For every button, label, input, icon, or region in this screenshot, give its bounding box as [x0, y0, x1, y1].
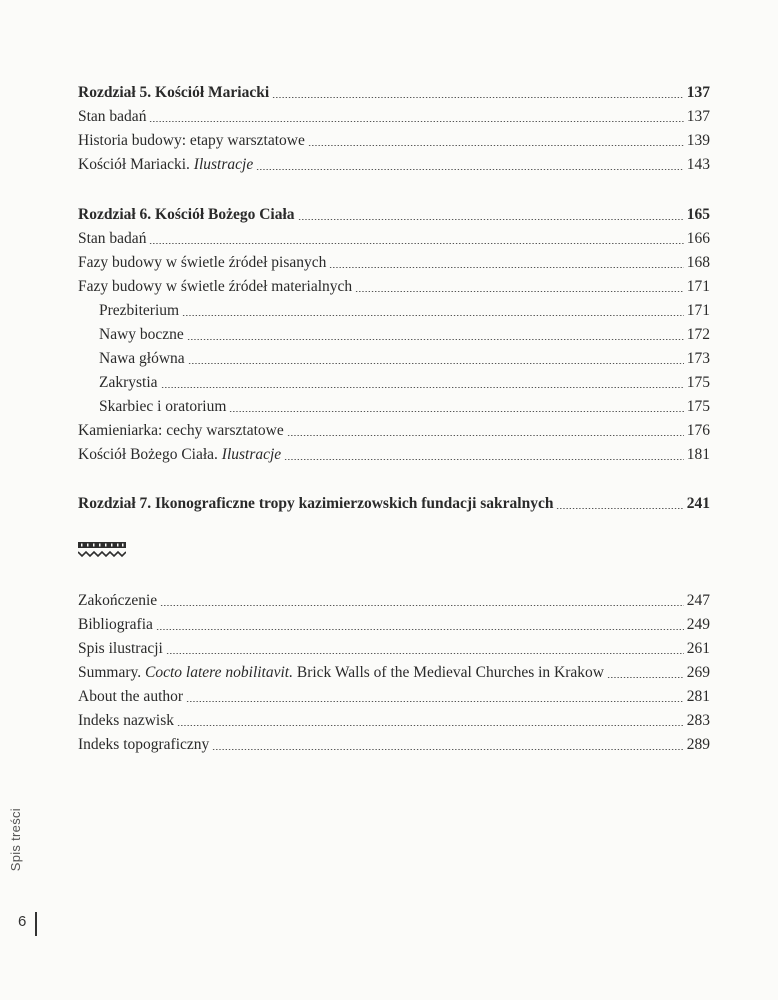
toc-entry-chapter-7[interactable] [78, 494, 710, 514]
leader-dots [186, 701, 684, 702]
toc-entry[interactable] [78, 277, 710, 297]
entry-page: 176 [686, 422, 710, 439]
brick-ornament-icon [78, 541, 126, 559]
entry-page: 283 [686, 712, 710, 729]
entry-title: Nawy boczne [99, 326, 184, 343]
leader-dots [149, 121, 683, 122]
leader-dots [229, 411, 683, 412]
toc-entry-chapter-5[interactable] [78, 83, 710, 103]
toc-entry[interactable] [78, 591, 710, 611]
entry-page: 166 [686, 230, 710, 247]
toc-entry[interactable] [78, 615, 710, 635]
entry-page: 269 [686, 664, 710, 681]
entry-title: Fazy budowy w świetle źródeł pisanych [78, 254, 327, 271]
entry-page: 171 [686, 302, 710, 319]
leader-dots [287, 435, 684, 436]
leader-dots [156, 629, 684, 630]
leader-dots [212, 749, 683, 750]
entry-page: 249 [686, 616, 710, 633]
entry-title: Stan badań [78, 108, 147, 125]
toc-entry[interactable] [78, 711, 710, 731]
toc-entry[interactable] [78, 445, 710, 465]
entry-title: Nawa główna [99, 350, 185, 367]
toc-subentry[interactable] [78, 301, 710, 321]
entry-page: 173 [686, 350, 710, 367]
leader-dots [188, 363, 684, 364]
toc-entry[interactable] [78, 421, 710, 441]
entry-title: Skarbiec i oratorium [99, 398, 227, 415]
entry-page: 175 [686, 398, 710, 415]
leader-dots [166, 653, 684, 654]
leader-dots [160, 605, 684, 606]
entry-title: Fazy budowy w świetle źródeł materialnych [78, 278, 353, 295]
entry-title: Bibliografia [78, 616, 153, 633]
leader-dots [329, 267, 683, 268]
leader-dots [556, 508, 683, 509]
entry-title: Historia budowy: etapy warsztatowe [78, 132, 305, 149]
leader-dots [182, 315, 684, 316]
entry-title: About the author [78, 688, 184, 705]
entry-page: 172 [686, 326, 710, 343]
toc-entry[interactable] [78, 687, 710, 707]
entry-page: 168 [686, 254, 710, 271]
entry-title: Rozdział 7. Ikonograficzne tropy kazimierzowskich fundacji sakralnych [78, 495, 554, 512]
entry-page: 247 [686, 592, 710, 609]
toc-entry[interactable] [78, 107, 710, 127]
entry-page: 175 [686, 374, 710, 391]
leader-dots [149, 243, 683, 244]
entry-title: Kościół Bożego Ciała. Ilustracje [78, 446, 282, 463]
entry-title: Rozdział 6. Kościół Bożego Ciała [78, 206, 295, 223]
leader-dots [177, 725, 684, 726]
entry-title-italic: Ilustracje [221, 446, 282, 463]
toc-subentry[interactable] [78, 349, 710, 369]
entry-title: Prezbiterium [99, 302, 180, 319]
entry-title: Summary. Cocto latere nobilitavit. Brick Walls of the Medieval Churches in Krakow [78, 664, 604, 681]
leader-dots [284, 459, 684, 460]
toc-subentry[interactable] [78, 373, 710, 393]
toc-subentry[interactable] [78, 325, 710, 345]
entry-page: 281 [686, 688, 710, 705]
leader-dots [256, 169, 684, 170]
entry-page: 165 [686, 206, 710, 223]
toc-entry[interactable] [78, 735, 710, 755]
entry-title: Kamieniarka: cechy warsztatowe [78, 422, 284, 439]
entry-page: 181 [686, 446, 710, 463]
entry-page: 139 [686, 132, 710, 149]
leader-dots [187, 339, 684, 340]
entry-title: Indeks nazwisk [78, 712, 174, 729]
entry-page: 143 [686, 156, 710, 173]
entry-title: Stan badań [78, 230, 147, 247]
toc-entry[interactable] [78, 639, 710, 659]
section-side-title: Spis treści [8, 808, 23, 872]
entry-page: 137 [686, 108, 710, 125]
page-number-divider [35, 912, 37, 936]
entry-title-italic: Cocto latere nobilitavit. [145, 664, 293, 681]
entry-title: Spis ilustracji [78, 640, 163, 657]
page-number: 6 [18, 913, 27, 930]
toc-subentry[interactable] [78, 397, 710, 417]
entry-page: 241 [686, 495, 710, 512]
entry-title: Zakrystia [99, 374, 158, 391]
entry-title: Zakończenie [78, 592, 158, 609]
leader-dots [161, 387, 684, 388]
toc-entry[interactable] [78, 663, 710, 683]
leader-dots [298, 219, 684, 220]
entry-page: 137 [686, 84, 710, 101]
toc-entry[interactable] [78, 131, 710, 151]
toc-entry[interactable] [78, 229, 710, 249]
leader-dots [355, 291, 684, 292]
toc-entry-chapter-6[interactable] [78, 205, 710, 225]
toc-entry[interactable] [78, 253, 710, 273]
entry-title: Indeks topograficzny [78, 736, 210, 753]
toc-entry[interactable] [78, 155, 710, 175]
entry-title: Kościół Mariacki. Ilustracje [78, 156, 254, 173]
entry-title: Rozdział 5. Kościół Mariacki [78, 84, 270, 101]
leader-dots [272, 97, 684, 98]
entry-page: 171 [686, 278, 710, 295]
leader-dots [308, 145, 684, 146]
entry-page: 261 [686, 640, 710, 657]
entry-title-italic: Ilustracje [193, 156, 254, 173]
entry-page: 289 [686, 736, 710, 753]
leader-dots [607, 677, 684, 678]
